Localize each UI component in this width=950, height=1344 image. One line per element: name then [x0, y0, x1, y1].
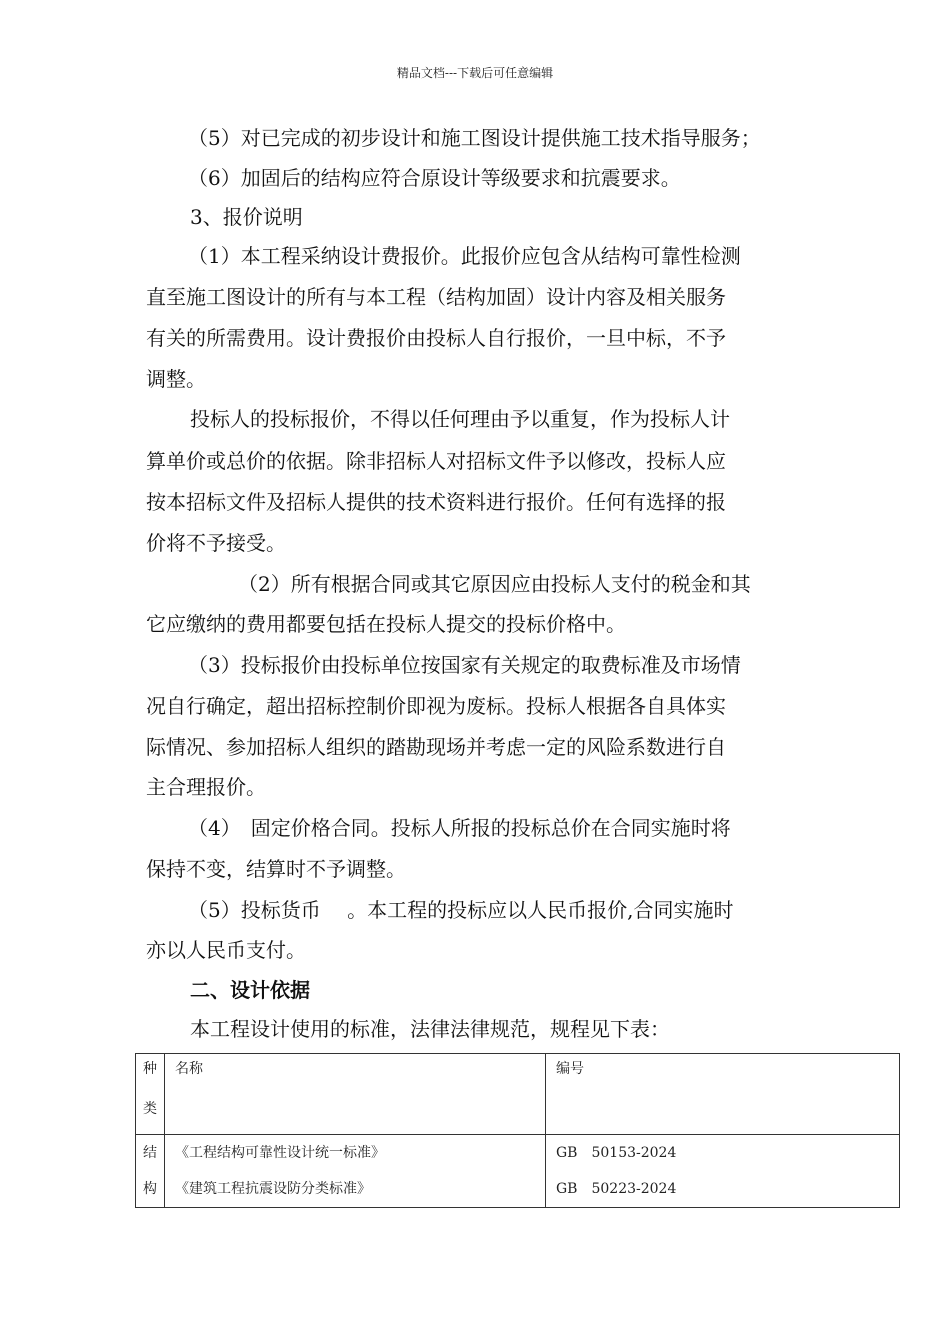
paragraph-line: （3）投标报价由投标单位按国家有关规定的取费标准及市场情 — [188, 653, 741, 677]
standard-name: 《工程结构可靠性设计统一标准》 — [175, 1145, 385, 1161]
paragraph-line: （1）本工程采纳设计费报价。此报价应包含从结构可靠性检测 — [188, 244, 741, 268]
paragraph-line: （5）投标货币 。本工程的投标应以人民币报价,合同实施时 — [188, 898, 734, 922]
paragraph-line: 有关的所需费用。设计费报价由投标人自行报价，一旦中标，不予 — [146, 326, 726, 350]
paragraph-line: （2）所有根据合同或其它原因应由投标人支付的税金和其 — [238, 572, 751, 596]
paragraph-line: 际情况、参加招标人组织的踏勘现场并考虑一定的风险系数进行自 — [146, 735, 726, 759]
paragraph-line: 投标人的投标报价，不得以任何理由予以重复，作为投标人计 — [190, 407, 730, 431]
header-cell-code — [546, 1054, 900, 1135]
paragraph-line: 本工程设计使用的标准，法律法律规范，规程见下表： — [190, 1017, 670, 1041]
header-cell-name — [165, 1054, 546, 1135]
paragraph-line: 况自行确定，超出招标控制价即视为废标。投标人根据各自具体实 — [146, 694, 726, 718]
category-char: 结 — [143, 1145, 157, 1161]
paragraph-line: （4） 固定价格合同。投标人所报的投标总价在合同实施时将 — [188, 816, 731, 840]
header-name-label: 名称 — [175, 1061, 203, 1077]
header-cell-type — [136, 1054, 165, 1135]
paragraph-line: 保持不变，结算时不予调整。 — [146, 857, 406, 881]
standard-code: GB 50223-2024 — [556, 1181, 677, 1197]
paragraph-line: 按本招标文件及招标人提供的技术资料进行报价。任何有选择的报 — [146, 490, 726, 514]
header-type-char: 类 — [143, 1101, 157, 1117]
section-heading: 3、报价说明 — [190, 205, 303, 229]
paragraph-line: 调整。 — [146, 367, 206, 391]
standard-name: 《建筑工程抗震设防分类标准》 — [175, 1181, 371, 1197]
paragraph-line: 主合理报价。 — [146, 775, 266, 799]
paragraph-line: 算单价或总价的依据。除非招标人对招标文件予以修改，投标人应 — [146, 449, 726, 473]
paragraph-line: 直至施工图设计的所有与本工程（结构加固）设计内容及相关服务 — [146, 285, 726, 309]
category-char: 构 — [143, 1181, 157, 1197]
paragraph-line: （6）加固后的结构应符合原设计等级要求和抗震要求。 — [188, 166, 681, 190]
standard-code-cell — [546, 1135, 900, 1208]
paragraph-line: 价将不予接受。 — [146, 531, 286, 555]
page-header: 精品文档---下载后可任意编辑 — [396, 66, 554, 80]
paragraph-line: 亦以人民币支付。 — [146, 938, 306, 962]
category-cell — [136, 1135, 165, 1208]
standard-code: GB 50153-2024 — [556, 1145, 677, 1161]
table-header-row — [136, 1054, 900, 1135]
section-heading: 二、设计依据 — [190, 978, 310, 1002]
paragraph-line: （5）对已完成的初步设计和施工图设计提供施工技术指导服务； — [188, 126, 761, 150]
paragraph-line: 它应缴纳的费用都要包括在投标人提交的投标价格中。 — [146, 612, 626, 636]
standard-name-cell — [165, 1135, 546, 1208]
table-row — [136, 1135, 900, 1208]
standards-table — [135, 1053, 900, 1208]
header-type-char: 种 — [143, 1061, 157, 1077]
header-code-label: 编号 — [556, 1061, 584, 1077]
